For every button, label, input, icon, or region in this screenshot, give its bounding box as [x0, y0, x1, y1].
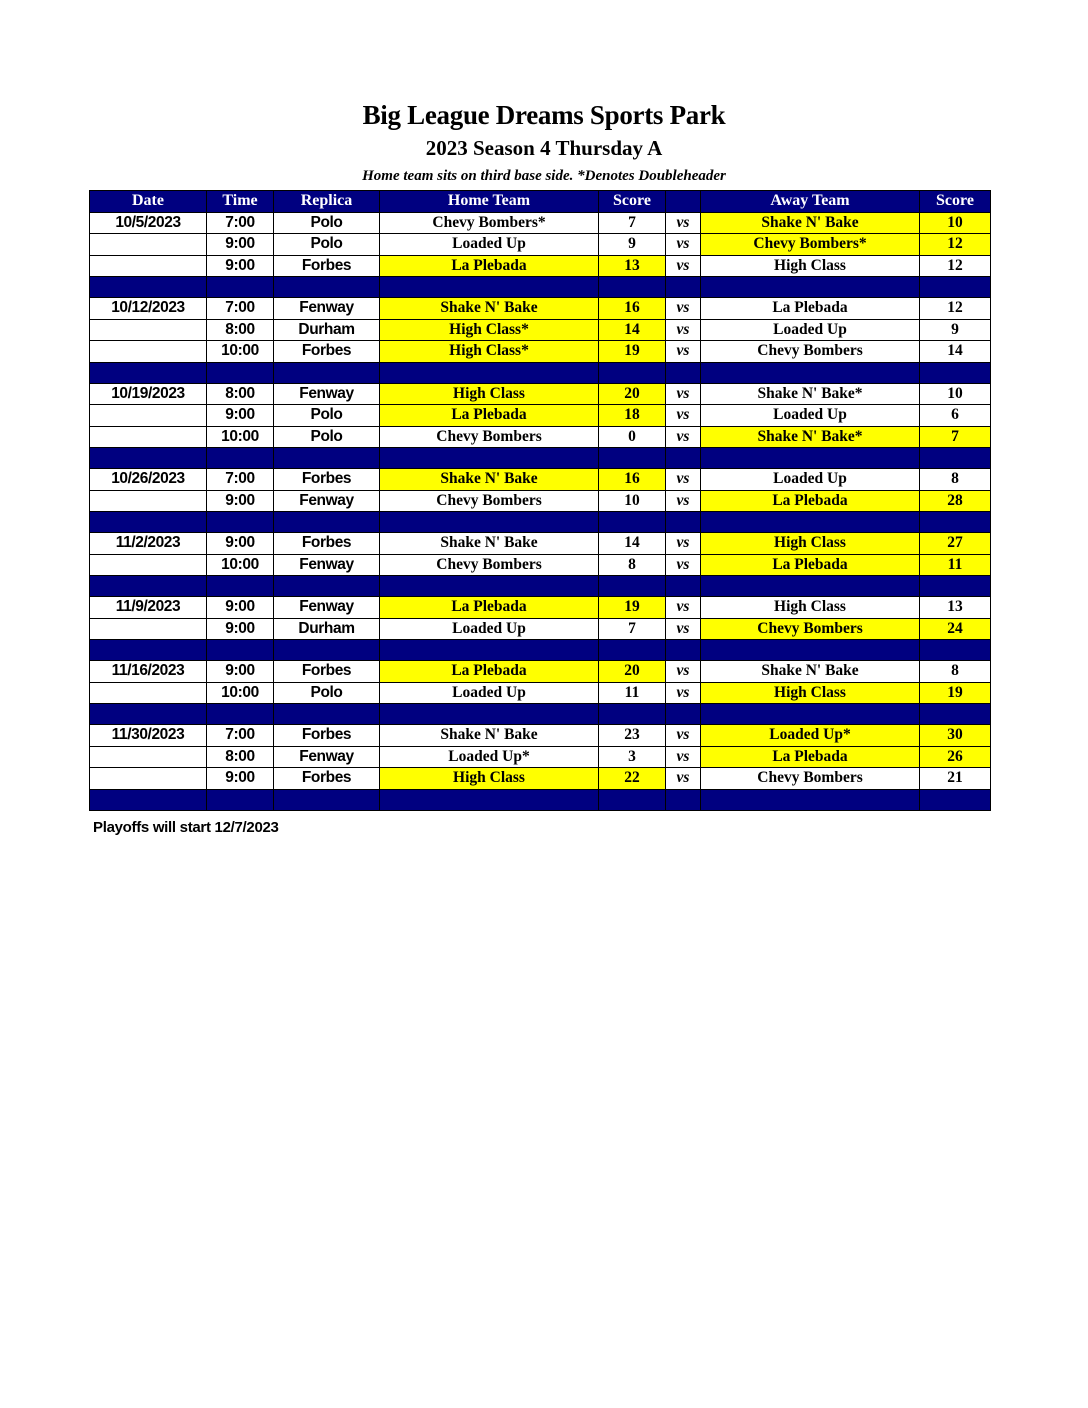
home-score: 13: [599, 255, 666, 277]
game-time: 9:00: [207, 255, 274, 277]
separator-cell: [920, 640, 991, 661]
game-time: 7:00: [207, 298, 274, 320]
header-row: [90, 191, 991, 213]
separator-cell: [701, 576, 920, 597]
game-time: 9:00: [207, 661, 274, 683]
away-score: 10: [920, 383, 991, 405]
home-team: La Plebada: [380, 405, 599, 427]
separator-cell: [701, 277, 920, 298]
game-replica: Forbes: [274, 661, 380, 683]
away-team: Loaded Up*: [701, 725, 920, 747]
home-team: Shake N' Bake: [380, 469, 599, 491]
game-replica: Polo: [274, 426, 380, 448]
home-score: 22: [599, 768, 666, 790]
table-row: [90, 405, 991, 427]
game-date: 10/12/2023: [90, 298, 207, 320]
table-row: [90, 597, 991, 619]
home-score: 19: [599, 341, 666, 363]
game-replica: Fenway: [274, 490, 380, 512]
game-time: 9:00: [207, 234, 274, 256]
separator-cell: [666, 640, 701, 661]
separator-cell: [90, 640, 207, 661]
home-score: 7: [599, 618, 666, 640]
game-time: 9:00: [207, 618, 274, 640]
header-replica: Replica: [274, 191, 380, 213]
separator-cell: [274, 448, 380, 469]
separator-cell: [701, 789, 920, 810]
game-date: [90, 234, 207, 256]
vs-label: vs: [666, 341, 701, 363]
separator-cell: [599, 448, 666, 469]
home-team: Chevy Bombers*: [380, 212, 599, 234]
home-score: 3: [599, 746, 666, 768]
header-time: Time: [207, 191, 274, 213]
vs-label: vs: [666, 746, 701, 768]
vs-label: vs: [666, 768, 701, 790]
playoffs-note: Playoffs will start 12/7/2023: [93, 819, 279, 836]
table-row: [90, 490, 991, 512]
separator-cell: [666, 362, 701, 383]
game-time: 7:00: [207, 212, 274, 234]
week-separator: [90, 576, 991, 597]
table-row: [90, 725, 991, 747]
vs-label: vs: [666, 298, 701, 320]
separator-cell: [380, 789, 599, 810]
home-team: Chevy Bombers: [380, 490, 599, 512]
home-score: 20: [599, 661, 666, 683]
separator-cell: [599, 576, 666, 597]
home-team: La Plebada: [380, 597, 599, 619]
table-row: [90, 768, 991, 790]
game-replica: Forbes: [274, 469, 380, 491]
separator-cell: [666, 704, 701, 725]
away-score: 12: [920, 234, 991, 256]
separator-cell: [207, 789, 274, 810]
away-team: High Class: [701, 533, 920, 555]
game-replica: Forbes: [274, 255, 380, 277]
game-date: [90, 405, 207, 427]
week-separator: [90, 362, 991, 383]
vs-label: vs: [666, 597, 701, 619]
table-row: [90, 661, 991, 683]
game-replica: Fenway: [274, 597, 380, 619]
separator-cell: [599, 512, 666, 533]
game-date: [90, 319, 207, 341]
game-time: 9:00: [207, 768, 274, 790]
home-team: High Class*: [380, 319, 599, 341]
home-team: La Plebada: [380, 661, 599, 683]
separator-cell: [666, 512, 701, 533]
home-team: High Class: [380, 383, 599, 405]
separator-cell: [599, 789, 666, 810]
separator-cell: [274, 640, 380, 661]
week-separator: [90, 277, 991, 298]
separator-cell: [274, 277, 380, 298]
separator-cell: [274, 512, 380, 533]
separator-cell: [666, 448, 701, 469]
game-replica: Polo: [274, 405, 380, 427]
away-team: Shake N' Bake: [701, 661, 920, 683]
game-replica: Durham: [274, 319, 380, 341]
away-score: 8: [920, 469, 991, 491]
header-home-score: Score: [599, 191, 666, 213]
away-team: Chevy Bombers: [701, 768, 920, 790]
separator-cell: [920, 277, 991, 298]
away-team: Loaded Up: [701, 405, 920, 427]
home-team: High Class: [380, 768, 599, 790]
table-row: [90, 618, 991, 640]
separator-cell: [701, 512, 920, 533]
week-separator: [90, 448, 991, 469]
game-replica: Fenway: [274, 298, 380, 320]
vs-label: vs: [666, 426, 701, 448]
away-team: High Class: [701, 255, 920, 277]
away-team: Loaded Up: [701, 469, 920, 491]
separator-cell: [90, 789, 207, 810]
separator-cell: [920, 789, 991, 810]
schedule-note: Home team sits on third base side. *Denotes Doubleheader: [362, 168, 726, 184]
separator-cell: [380, 362, 599, 383]
game-time: 10:00: [207, 554, 274, 576]
game-date: [90, 490, 207, 512]
game-replica: Fenway: [274, 383, 380, 405]
away-score: 30: [920, 725, 991, 747]
separator-cell: [380, 512, 599, 533]
table-row: [90, 319, 991, 341]
vs-label: vs: [666, 682, 701, 704]
separator-cell: [701, 448, 920, 469]
table-row: [90, 426, 991, 448]
away-team: Shake N' Bake*: [701, 426, 920, 448]
header-vs: [666, 191, 701, 213]
game-time: 7:00: [207, 725, 274, 747]
away-score: 21: [920, 768, 991, 790]
game-replica: Durham: [274, 618, 380, 640]
week-separator: [90, 640, 991, 661]
away-score: 8: [920, 661, 991, 683]
away-team: Shake N' Bake: [701, 212, 920, 234]
home-score: 23: [599, 725, 666, 747]
separator-cell: [90, 448, 207, 469]
table-row: [90, 255, 991, 277]
game-replica: Fenway: [274, 746, 380, 768]
separator-cell: [599, 640, 666, 661]
away-team: Loaded Up: [701, 319, 920, 341]
vs-label: vs: [666, 725, 701, 747]
away-score: 14: [920, 341, 991, 363]
home-team: Shake N' Bake: [380, 725, 599, 747]
game-replica: Fenway: [274, 554, 380, 576]
home-score: 11: [599, 682, 666, 704]
away-team: Shake N' Bake*: [701, 383, 920, 405]
away-score: 24: [920, 618, 991, 640]
home-team: Chevy Bombers: [380, 554, 599, 576]
header-away-team: Away Team: [701, 191, 920, 213]
separator-cell: [274, 362, 380, 383]
game-replica: Forbes: [274, 341, 380, 363]
header-away-score: Score: [920, 191, 991, 213]
separator-cell: [207, 640, 274, 661]
away-team: High Class: [701, 597, 920, 619]
home-score: 19: [599, 597, 666, 619]
away-score: 10: [920, 212, 991, 234]
game-time: 9:00: [207, 490, 274, 512]
game-date: 10/26/2023: [90, 469, 207, 491]
away-score: 11: [920, 554, 991, 576]
page-title: Big League Dreams Sports Park: [362, 100, 726, 130]
separator-cell: [380, 704, 599, 725]
home-team: Chevy Bombers: [380, 426, 599, 448]
game-time: 10:00: [207, 426, 274, 448]
home-score: 18: [599, 405, 666, 427]
separator-cell: [666, 576, 701, 597]
away-score: 6: [920, 405, 991, 427]
separator-cell: [920, 448, 991, 469]
schedule-table: [89, 190, 991, 811]
separator-cell: [380, 448, 599, 469]
game-replica: Forbes: [274, 768, 380, 790]
separator-cell: [599, 704, 666, 725]
table-row: [90, 298, 991, 320]
vs-label: vs: [666, 554, 701, 576]
separator-cell: [207, 362, 274, 383]
home-score: 16: [599, 298, 666, 320]
home-score: 20: [599, 383, 666, 405]
table-row: [90, 533, 991, 555]
home-score: 0: [599, 426, 666, 448]
vs-label: vs: [666, 469, 701, 491]
vs-label: vs: [666, 405, 701, 427]
separator-cell: [701, 640, 920, 661]
game-date: [90, 768, 207, 790]
game-date: [90, 426, 207, 448]
game-time: 7:00: [207, 469, 274, 491]
separator-cell: [90, 362, 207, 383]
separator-cell: [920, 362, 991, 383]
game-time: 8:00: [207, 319, 274, 341]
away-score: 19: [920, 682, 991, 704]
away-team: High Class: [701, 682, 920, 704]
game-time: 9:00: [207, 597, 274, 619]
away-score: 26: [920, 746, 991, 768]
separator-cell: [90, 277, 207, 298]
header-date: Date: [90, 191, 207, 213]
game-date: [90, 618, 207, 640]
table-row: [90, 212, 991, 234]
table-row: [90, 234, 991, 256]
separator-cell: [380, 576, 599, 597]
game-time: 9:00: [207, 405, 274, 427]
separator-cell: [274, 789, 380, 810]
separator-cell: [380, 277, 599, 298]
separator-cell: [599, 362, 666, 383]
separator-cell: [90, 576, 207, 597]
separator-cell: [274, 576, 380, 597]
home-team: Shake N' Bake: [380, 298, 599, 320]
game-date: [90, 682, 207, 704]
separator-cell: [666, 789, 701, 810]
week-separator: [90, 704, 991, 725]
home-team: Loaded Up*: [380, 746, 599, 768]
vs-label: vs: [666, 255, 701, 277]
game-date: [90, 746, 207, 768]
table-row: [90, 341, 991, 363]
game-time: 8:00: [207, 383, 274, 405]
away-team: Chevy Bombers: [701, 341, 920, 363]
separator-cell: [90, 704, 207, 725]
home-score: 14: [599, 533, 666, 555]
game-replica: Forbes: [274, 533, 380, 555]
away-team: La Plebada: [701, 746, 920, 768]
home-team: Shake N' Bake: [380, 533, 599, 555]
game-date: [90, 341, 207, 363]
separator-cell: [701, 704, 920, 725]
home-team: Loaded Up: [380, 234, 599, 256]
home-team: Loaded Up: [380, 682, 599, 704]
separator-cell: [274, 704, 380, 725]
home-team: La Plebada: [380, 255, 599, 277]
separator-cell: [207, 448, 274, 469]
away-score: 13: [920, 597, 991, 619]
away-score: 9: [920, 319, 991, 341]
separator-cell: [666, 277, 701, 298]
away-team: La Plebada: [701, 298, 920, 320]
game-date: 11/2/2023: [90, 533, 207, 555]
vs-label: vs: [666, 234, 701, 256]
home-score: 9: [599, 234, 666, 256]
away-team: La Plebada: [701, 554, 920, 576]
away-score: 28: [920, 490, 991, 512]
away-team: Chevy Bombers*: [701, 234, 920, 256]
vs-label: vs: [666, 533, 701, 555]
home-score: 8: [599, 554, 666, 576]
table-row: [90, 746, 991, 768]
separator-cell: [207, 277, 274, 298]
away-score: 27: [920, 533, 991, 555]
away-score: 7: [920, 426, 991, 448]
separator-cell: [207, 576, 274, 597]
home-team: High Class*: [380, 341, 599, 363]
vs-label: vs: [666, 212, 701, 234]
vs-label: vs: [666, 661, 701, 683]
separator-cell: [90, 512, 207, 533]
schedule-body: [90, 212, 991, 810]
away-team: La Plebada: [701, 490, 920, 512]
header-home-team: Home Team: [380, 191, 599, 213]
home-score: 14: [599, 319, 666, 341]
separator-cell: [920, 704, 991, 725]
separator-cell: [701, 362, 920, 383]
separator-cell: [920, 512, 991, 533]
away-team: Chevy Bombers: [701, 618, 920, 640]
away-score: 12: [920, 255, 991, 277]
game-time: 8:00: [207, 746, 274, 768]
game-date: 10/5/2023: [90, 212, 207, 234]
separator-cell: [207, 704, 274, 725]
separator-cell: [207, 512, 274, 533]
vs-label: vs: [666, 383, 701, 405]
game-date: 11/16/2023: [90, 661, 207, 683]
table-row: [90, 682, 991, 704]
week-separator: [90, 789, 991, 810]
separator-cell: [599, 277, 666, 298]
game-replica: Polo: [274, 682, 380, 704]
game-time: 10:00: [207, 682, 274, 704]
home-score: 16: [599, 469, 666, 491]
game-date: [90, 255, 207, 277]
game-replica: Polo: [274, 234, 380, 256]
game-date: [90, 554, 207, 576]
table-row: [90, 469, 991, 491]
game-time: 10:00: [207, 341, 274, 363]
separator-cell: [380, 640, 599, 661]
week-separator: [90, 512, 991, 533]
game-replica: Forbes: [274, 725, 380, 747]
table-row: [90, 383, 991, 405]
vs-label: vs: [666, 490, 701, 512]
home-team: Loaded Up: [380, 618, 599, 640]
game-time: 9:00: [207, 533, 274, 555]
table-row: [90, 554, 991, 576]
page-subtitle: 2023 Season 4 Thursday A: [425, 136, 663, 160]
home-score: 7: [599, 212, 666, 234]
home-score: 10: [599, 490, 666, 512]
game-date: 11/30/2023: [90, 725, 207, 747]
away-score: 12: [920, 298, 991, 320]
game-date: 11/9/2023: [90, 597, 207, 619]
vs-label: vs: [666, 618, 701, 640]
vs-label: vs: [666, 319, 701, 341]
game-date: 10/19/2023: [90, 383, 207, 405]
separator-cell: [920, 576, 991, 597]
game-replica: Polo: [274, 212, 380, 234]
